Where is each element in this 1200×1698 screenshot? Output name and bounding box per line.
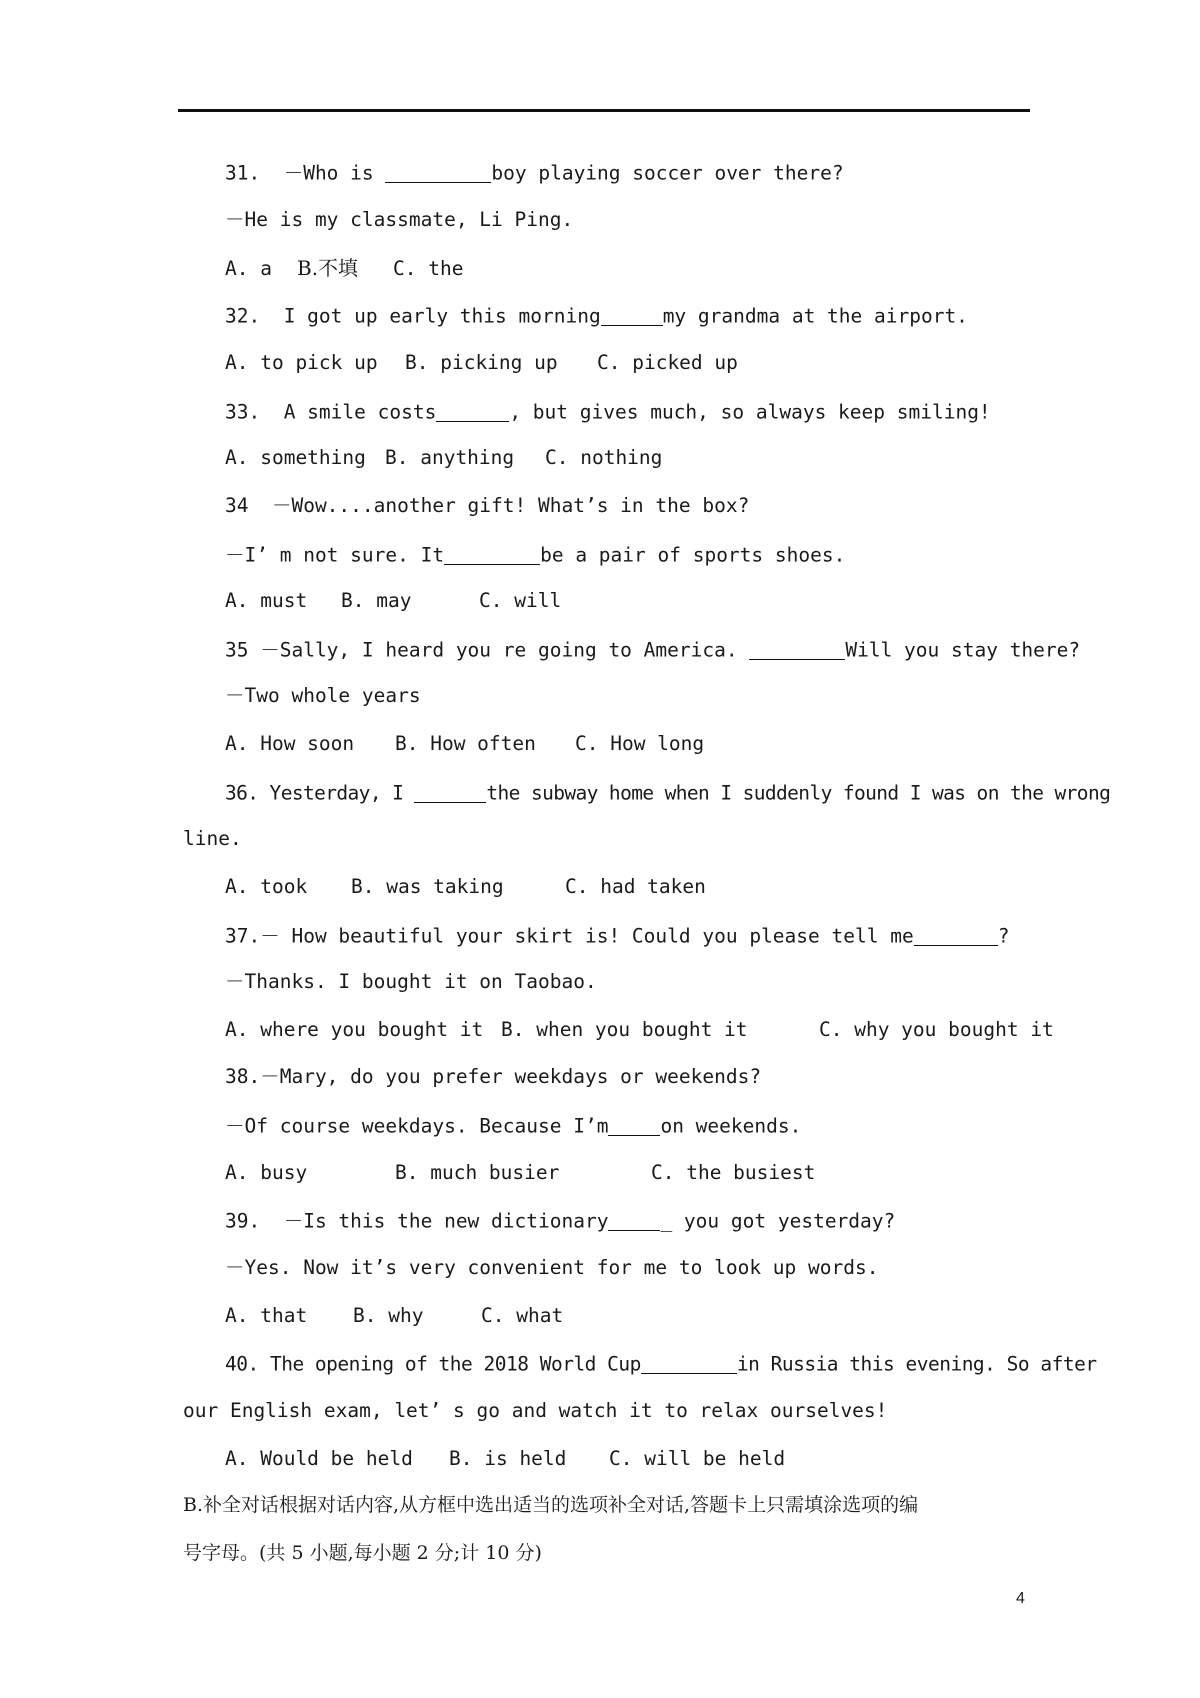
option-b: B. was taking <box>351 875 504 898</box>
q39-stem-end: _ you got yesterday? <box>660 1209 896 1233</box>
option-b: B. may <box>341 589 412 612</box>
answer-blank <box>749 639 845 660</box>
answer-blank <box>436 401 509 422</box>
page-number: 4 <box>1016 1590 1025 1607</box>
q37-options <box>225 1020 1054 1040</box>
question-37 <box>225 925 1009 946</box>
option-a: A. Would be held <box>225 1447 413 1470</box>
q34-options <box>225 591 561 611</box>
option-c: C. picked up <box>597 351 738 374</box>
option-c: C. why you bought it <box>819 1018 1054 1041</box>
question-35 <box>225 639 1080 660</box>
q36-continuation: line. <box>183 827 242 850</box>
option-c: C. nothing <box>545 446 663 469</box>
option-c: C. had taken <box>565 875 706 898</box>
q33-stem-end: , but gives much, so always keep smiling! <box>509 400 991 424</box>
q31-stem-end: boy playing soccer over there? <box>491 161 844 185</box>
q39-options <box>225 1306 563 1326</box>
option-a: A. must <box>225 589 308 612</box>
q35-options <box>225 734 704 754</box>
q32-stem: 32. I got up early this morning <box>225 304 601 328</box>
question-31 <box>225 162 844 183</box>
q36-stem-end: the subway home when I suddenly found I was on the wrong <box>486 781 1111 805</box>
q32-options <box>225 353 738 373</box>
answer-blank <box>414 782 486 803</box>
answer-blank <box>444 544 540 565</box>
q33-stem: 33. A smile costs <box>225 400 437 424</box>
q38-reply-start: －Of course weekdays. Because I’m <box>225 1114 609 1138</box>
option-b: B. much busier <box>395 1161 560 1184</box>
option-c: C. will be held <box>609 1447 786 1470</box>
question-39 <box>225 1210 895 1231</box>
q38-options <box>225 1163 815 1183</box>
answer-blank <box>385 162 491 183</box>
q35-stem-end: Will you stay there? <box>845 638 1081 662</box>
answer-blank <box>608 1210 660 1231</box>
option-a: A. How soon <box>225 732 355 755</box>
q38-reply <box>225 1115 801 1136</box>
option-c: C. the <box>393 257 464 280</box>
section-b-instruction: B.补全对话根据对话内容,从方框中选出适当的选项补全对话,答题卡上只需填涂选项的编 <box>183 1494 919 1516</box>
q36-options <box>225 877 706 897</box>
q32-stem-end: my grandma at the airport. <box>662 304 968 328</box>
q40-options <box>225 1449 785 1469</box>
q31-options <box>225 258 463 279</box>
q39-reply: －Yes. Now it’s very convenient for me to look up words. <box>225 1256 879 1279</box>
option-b: B.不填 <box>297 256 359 280</box>
option-c: C. How long <box>575 732 705 755</box>
q39-stem: 39. －Is this the new dictionary <box>225 1209 609 1233</box>
question-32 <box>225 305 968 326</box>
q34-reply-end: be a pair of sports shoes. <box>540 543 846 567</box>
question-33 <box>225 401 991 422</box>
q31-reply: －He is my classmate, Li Ping. <box>225 208 574 231</box>
option-c: C. what <box>481 1304 564 1327</box>
option-a: A. where you bought it <box>225 1018 484 1041</box>
option-a: A. that <box>225 1304 308 1327</box>
question-40 <box>225 1353 1097 1374</box>
q34-reply <box>225 544 845 565</box>
question-38: 38.－Mary, do you prefer weekdays or weekends? <box>225 1065 762 1088</box>
answer-blank <box>608 1115 660 1136</box>
option-a: A. something <box>225 446 366 469</box>
option-b: B. when you bought it <box>501 1018 748 1041</box>
option-c: C. will <box>479 589 562 612</box>
answer-blank <box>914 925 998 946</box>
q37-stem-end: ? <box>997 924 1010 948</box>
option-b: B. is held <box>449 1447 567 1470</box>
option-a: A. busy <box>225 1161 308 1184</box>
option-b: B. How often <box>395 732 536 755</box>
q35-stem: 35 －Sally, I heard you re going to America. <box>225 638 750 662</box>
header-rule <box>178 109 1030 112</box>
section-b-instruction-cont: 号字母。(共 5 小题,每小题 2 分;计 10 分) <box>183 1542 542 1564</box>
q35-reply: －Two whole years <box>225 684 421 707</box>
q38-reply-end: on weekends. <box>660 1114 802 1138</box>
question-36 <box>225 782 1110 803</box>
option-a: A. took <box>225 875 308 898</box>
option-b: B. anything <box>385 446 515 469</box>
option-a: A. a <box>225 257 272 280</box>
q37-stem: 37.－ How beautiful your skirt is! Could you please tell me <box>225 924 914 948</box>
option-c: C. the busiest <box>651 1161 816 1184</box>
option-a: A. to pick up <box>225 351 378 374</box>
q34-reply-start: －I’ m not sure. It <box>225 543 445 567</box>
q33-options <box>225 448 662 468</box>
option-b: B. picking up <box>405 351 558 374</box>
question-34: 34 －Wow....another gift! What’s in the box? <box>225 494 750 517</box>
answer-blank <box>641 1353 737 1374</box>
option-b: B. why <box>353 1304 424 1327</box>
q37-reply: －Thanks. I bought it on Taobao. <box>225 970 597 993</box>
q36-stem: 36. Yesterday, I <box>225 781 415 805</box>
q31-stem: 31. －Who is <box>225 161 386 185</box>
q40-stem-end: in Russia this evening. So after <box>736 1352 1097 1376</box>
answer-blank <box>601 305 663 326</box>
q40-stem: 40. The opening of the 2018 World Cup <box>225 1352 641 1376</box>
q40-continuation: our English exam, let’ s go and watch it to relax ourselves! <box>183 1399 888 1422</box>
